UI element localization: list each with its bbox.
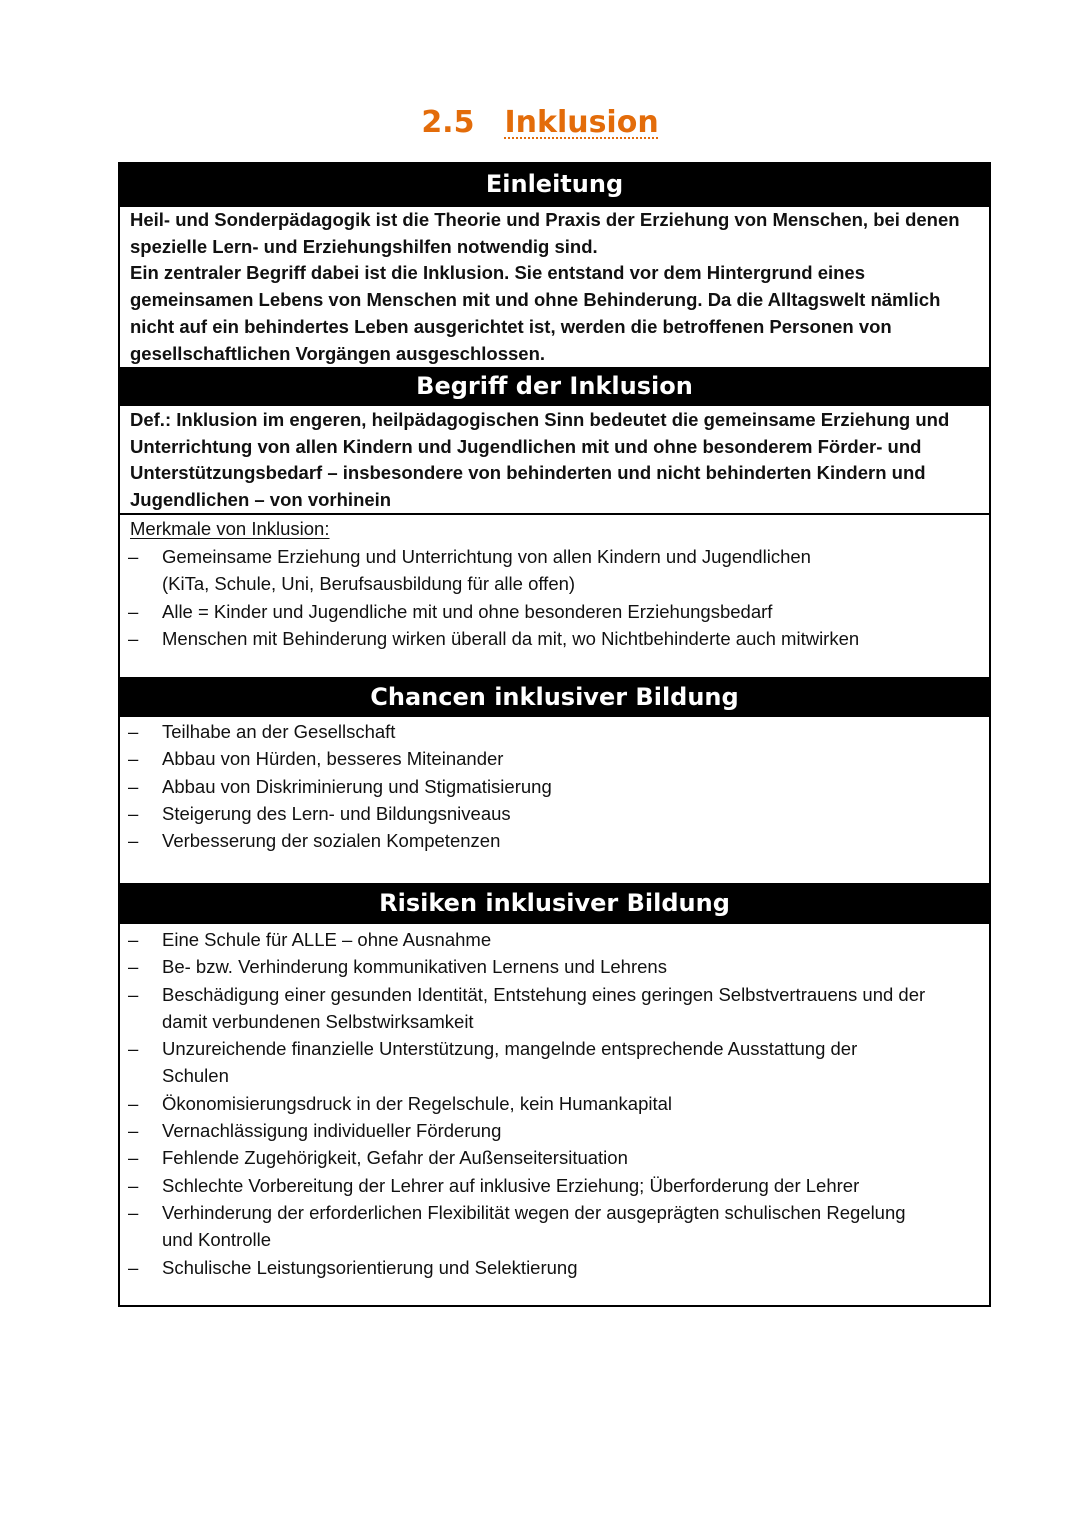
page-title: [0, 100, 1080, 146]
einleitung-text: [120, 207, 989, 367]
merkmale-list: [120, 543, 989, 652]
dash-bullet-icon: –: [128, 1147, 139, 1169]
dash-bullet-icon: –: [128, 802, 139, 824]
list-item-line: Eine Schule für ALLE – ohne Ausnahme: [162, 929, 492, 950]
list-item: [120, 1144, 979, 1171]
definition-text: [120, 406, 989, 513]
risiken-heading: Risiken inklusiver Bildung: [120, 883, 989, 924]
dash-bullet-icon: –: [128, 627, 139, 649]
list-item-line: Vernachlässigung individueller Förderung: [162, 1120, 502, 1142]
risiken-list: [120, 926, 989, 1281]
list-item-line: Alle = Kinder und Jugendliche mit und ohne besonderen Erziehungsbedarf: [162, 600, 773, 622]
list-item: [120, 1117, 979, 1144]
dash-bullet-icon: –: [128, 1038, 139, 1060]
list-item: [120, 1035, 979, 1090]
list-item-line: damit verbundenen Selbstwirksamkeit: [162, 1010, 474, 1032]
chancen-block: [120, 717, 989, 883]
list-item: [120, 1172, 979, 1199]
list-item: [120, 926, 979, 953]
list-item-line: Verbesserung der sozialen Kompetenzen: [162, 830, 501, 852]
dash-bullet-icon: –: [128, 929, 139, 950]
list-item: [120, 981, 979, 1036]
dash-bullet-icon: –: [128, 1201, 139, 1223]
list-item: [120, 543, 979, 598]
list-item-line: und Kontrolle: [162, 1229, 272, 1251]
einleitung-line: nicht auf ein behindertes Leben ausgerichtet ist, werden die betroffenen Personen von: [130, 315, 892, 337]
dash-bullet-icon: –: [128, 1092, 139, 1114]
list-item: [120, 773, 979, 800]
einleitung-line: Ein zentraler Begriff dabei ist die Inklusion. Sie entstand vor dem Hintergrund eines: [130, 262, 866, 284]
list-item: [120, 745, 979, 772]
einleitung-line: gesellschaftlichen Vorgängen ausgeschlossen.: [130, 342, 546, 364]
list-item-line: Beschädigung einer gesunden Identität, Entstehung eines geringen Selbstvertrauens und der: [162, 983, 926, 1005]
definition-line: Def.: Inklusion im engeren, heilpädagogischen Sinn bedeutet die gemeinsame Erziehung und: [130, 409, 950, 430]
dash-bullet-icon: –: [128, 748, 139, 770]
dash-bullet-icon: –: [128, 1120, 139, 1142]
merkmale-heading: Merkmale von Inklusion:: [130, 518, 330, 539]
dash-bullet-icon: –: [128, 1256, 139, 1278]
merkmale-block: [120, 513, 989, 677]
einleitung-line: gemeinsamen Lebens von Menschen mit und ohne Behinderung. Da die Alltagswelt nämlich: [130, 289, 941, 311]
section-title: Inklusion: [504, 105, 659, 140]
list-item-line: Teilhabe an der Gesellschaft: [162, 721, 396, 742]
dash-bullet-icon: –: [128, 830, 139, 852]
einleitung-heading: Einleitung: [120, 164, 989, 207]
list-item-line: Fehlende Zugehörigkeit, Gefahr der Außenseitersituation: [162, 1147, 628, 1169]
list-item: [120, 827, 979, 854]
definition-line: Unterstützungsbedarf – insbesondere von behinderten und nicht behinderten Kindern und: [130, 462, 926, 484]
list-item: [120, 1090, 979, 1117]
dash-bullet-icon: –: [128, 721, 139, 742]
list-item: [120, 598, 979, 625]
chancen-heading: Chancen inklusiver Bildung: [120, 677, 989, 717]
list-item-line: Schulische Leistungsorientierung und Selektierung: [162, 1256, 578, 1278]
risiken-block: [120, 924, 989, 1281]
definition-line: Jugendlichen – von vorhinein: [130, 489, 392, 511]
list-item-line: Gemeinsame Erziehung und Unterrichtung von allen Kindern und Jugendlichen: [162, 546, 811, 567]
list-item-line: Steigerung des Lern- und Bildungsniveaus: [162, 802, 511, 824]
list-item: [120, 625, 979, 652]
list-item-line: Schlechte Vorbereitung der Lehrer auf inklusive Erziehung; Überforderung der Lehrer: [162, 1174, 860, 1196]
list-item: [120, 953, 979, 980]
list-item: [120, 1199, 979, 1254]
list-item-line: Abbau von Diskriminierung und Stigmatisierung: [162, 775, 552, 797]
einleitung-line: spezielle Lern- und Erziehungshilfen notwendig sind.: [130, 235, 598, 257]
list-item-line: Menschen mit Behinderung wirken überall da mit, wo Nichtbehinderte auch mitwirken: [162, 627, 860, 649]
dash-bullet-icon: –: [128, 1174, 139, 1196]
dash-bullet-icon: –: [128, 600, 139, 622]
list-item-line: Ökonomisierungsdruck in der Regelschule, kein Humankapital: [162, 1092, 673, 1114]
list-item-line: Schulen: [162, 1065, 229, 1087]
dash-bullet-icon: –: [128, 956, 139, 978]
list-item-line: Unzureichende finanzielle Unterstützung, mangelnde entsprechende Ausstattung der: [162, 1038, 858, 1060]
dash-bullet-icon: –: [128, 775, 139, 797]
definition-line: Unterrichtung von allen Kindern und Jugendlichen mit und ohne besonderem Förder- und: [130, 435, 922, 457]
list-item-line: Verhinderung der erforderlichen Flexibilität wegen der ausgeprägten schulischen Regelung: [162, 1201, 906, 1223]
list-item-line: (KiTa, Schule, Uni, Berufsausbildung für alle offen): [162, 573, 576, 595]
section-number: 2.5: [421, 105, 475, 140]
list-item: [120, 1254, 979, 1281]
einleitung-line: Heil- und Sonderpädagogik ist die Theorie und Praxis der Erziehung von Menschen, bei denen: [130, 209, 960, 230]
list-item: [120, 718, 979, 745]
begriff-heading: Begriff der Inklusion: [120, 367, 989, 406]
dash-bullet-icon: –: [128, 983, 139, 1005]
list-item: [120, 800, 979, 827]
chancen-list: [120, 718, 989, 854]
dash-bullet-icon: –: [128, 546, 139, 567]
list-item-line: Abbau von Hürden, besseres Miteinander: [162, 748, 504, 770]
document-table: [118, 162, 991, 1307]
list-item-line: Be- bzw. Verhinderung kommunikativen Lernens und Lehrens: [162, 956, 667, 978]
